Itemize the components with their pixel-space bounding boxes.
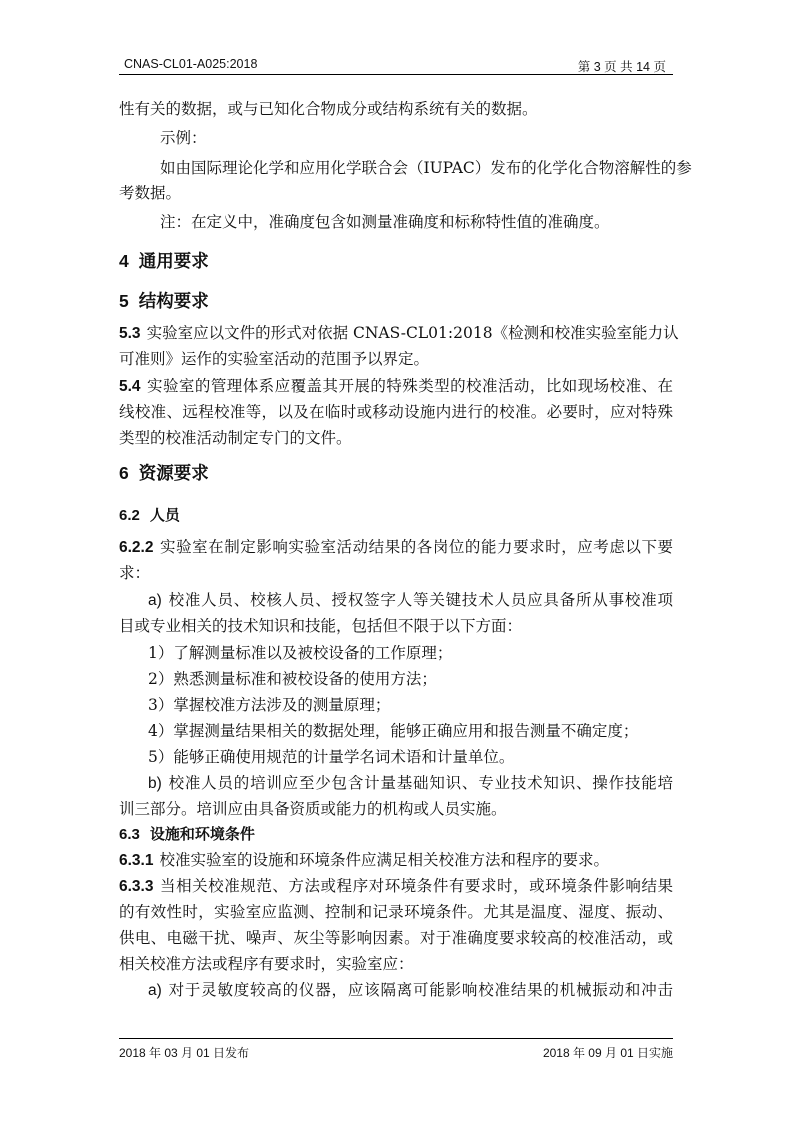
note-line: 注：在定义中，准确度包含如测量准确度和标称特性值的准确度。 bbox=[160, 213, 610, 231]
section-heading-6 bbox=[119, 461, 209, 485]
clause-5-3 bbox=[119, 322, 679, 344]
list-item: 4）掌握测量结果相关的数据处理，能够正确应用和报告测量不确定度； bbox=[148, 722, 639, 740]
doc-code: CNAS-CL01-A025:2018 bbox=[124, 57, 258, 71]
item-label: a) bbox=[148, 592, 162, 609]
clause-line: 供电、电磁干扰、噪声、灰尘等影响因素。对于准确度要求较高的校准活动，或 bbox=[119, 929, 673, 947]
item-label: a) bbox=[148, 982, 162, 999]
clause-line: 类型的校准活动制定专门的文件。 bbox=[119, 429, 352, 447]
list-item: 1）了解测量标准以及被校设备的工作原理； bbox=[148, 644, 453, 662]
clause-number: 5.4 bbox=[119, 378, 141, 395]
clause-6-3-3 bbox=[119, 875, 673, 897]
example-line: 考数据。 bbox=[119, 184, 182, 202]
clause-text: 实验室应以文件的形式对依据 CNAS-CL01:2018《检测和校准实验室能力认 bbox=[146, 324, 679, 342]
footer-rule bbox=[119, 1038, 673, 1039]
clause-text: 校准实验室的设施和环境条件应满足相关校准方法和程序的要求。 bbox=[159, 851, 609, 869]
section-title: 结构要求 bbox=[138, 291, 209, 311]
paragraph-line: 性有关的数据，或与已知化合物成分或结构系统有关的数据。 bbox=[119, 100, 538, 118]
section-title: 通用要求 bbox=[138, 251, 209, 271]
clause-6-3-1 bbox=[119, 849, 673, 871]
clause-line: 可准则》运作的实验室活动的范围予以界定。 bbox=[119, 350, 430, 368]
list-item: 2）熟悉测量标准和被校设备的使用方法； bbox=[148, 670, 437, 688]
item-line: 目或专业相关的技术知识和技能，包括但不限于以下方面： bbox=[119, 617, 523, 635]
clause-text: 实验室在制定影响实验室活动结果的各岗位的能力要求时，应考虑以下要 bbox=[159, 538, 673, 556]
section-heading-5 bbox=[119, 289, 209, 313]
clause-number: 6.2.2 bbox=[119, 539, 154, 556]
item-text: 对于灵敏度较高的仪器，应该隔离可能影响校准结果的机械振动和冲击 bbox=[167, 981, 673, 999]
list-item: 5）能够正确使用规范的计量学名词术语和计量单位。 bbox=[148, 748, 515, 766]
clause-number: 6.3.1 bbox=[119, 852, 154, 869]
example-line: 如由国际理论化学和应用化学联合会（IUPAC）发布的化学化合物溶解性的参 bbox=[160, 159, 692, 177]
clause-line: 相关校准方法或程序有要求时，实验室应： bbox=[119, 955, 414, 973]
clause-line: 线校准、远程校准等，以及在临时或移动设施内进行的校准。必要时，应对特殊 bbox=[119, 403, 673, 421]
issue-date: 2018 年 03 月 01 日发布 bbox=[119, 1046, 250, 1060]
header-rule bbox=[119, 74, 673, 75]
section-number: 6.2 bbox=[119, 507, 140, 524]
subsection-heading-6-2 bbox=[119, 505, 180, 527]
section-number: 5 bbox=[119, 291, 129, 311]
clause-text: 实验室的管理体系应覆盖其开展的特殊类型的校准活动，比如现场校准、在 bbox=[146, 377, 673, 395]
section-number: 4 bbox=[119, 251, 129, 271]
clause-6-2-2 bbox=[119, 536, 673, 558]
clause-line: 的有效性时，实验室应监测、控制和记录环境条件。尤其是温度、湿度、振动、 bbox=[119, 903, 673, 921]
list-item: 3）掌握校准方法涉及的测量原理； bbox=[148, 696, 391, 714]
section-number: 6 bbox=[119, 463, 129, 483]
clause-number: 5.3 bbox=[119, 325, 141, 342]
clause-text: 当相关校准规范、方法或程序对环境条件有要求时，或环境条件影响结果 bbox=[159, 877, 673, 895]
section-heading-4 bbox=[119, 249, 209, 273]
item-label: b) bbox=[148, 775, 162, 792]
item-text: 校准人员、校核人员、授权签字人等关键技术人员应具备所从事校准项 bbox=[167, 591, 673, 609]
item-a bbox=[148, 979, 673, 1001]
section-title: 设施和环境条件 bbox=[149, 826, 255, 843]
item-text: 校准人员的培训应至少包含计量基础知识、专业技术知识、操作技能培 bbox=[167, 774, 673, 792]
item-b bbox=[148, 772, 673, 794]
clause-5-4 bbox=[119, 375, 673, 397]
page-number: 第 3 页 共 14 页 bbox=[577, 60, 666, 74]
example-label: 示例： bbox=[160, 129, 207, 147]
effective-date: 2018 年 09 月 01 日实施 bbox=[542, 1046, 673, 1060]
subsection-heading-6-3 bbox=[119, 824, 255, 846]
section-title: 资源要求 bbox=[138, 463, 209, 483]
item-line: 训三部分。培训应由具备资质或能力的机构或人员实施。 bbox=[119, 800, 507, 818]
clause-line: 求： bbox=[119, 564, 151, 582]
item-a bbox=[148, 589, 673, 611]
clause-number: 6.3.3 bbox=[119, 878, 154, 895]
section-number: 6.3 bbox=[119, 826, 140, 843]
section-title: 人员 bbox=[149, 507, 180, 524]
